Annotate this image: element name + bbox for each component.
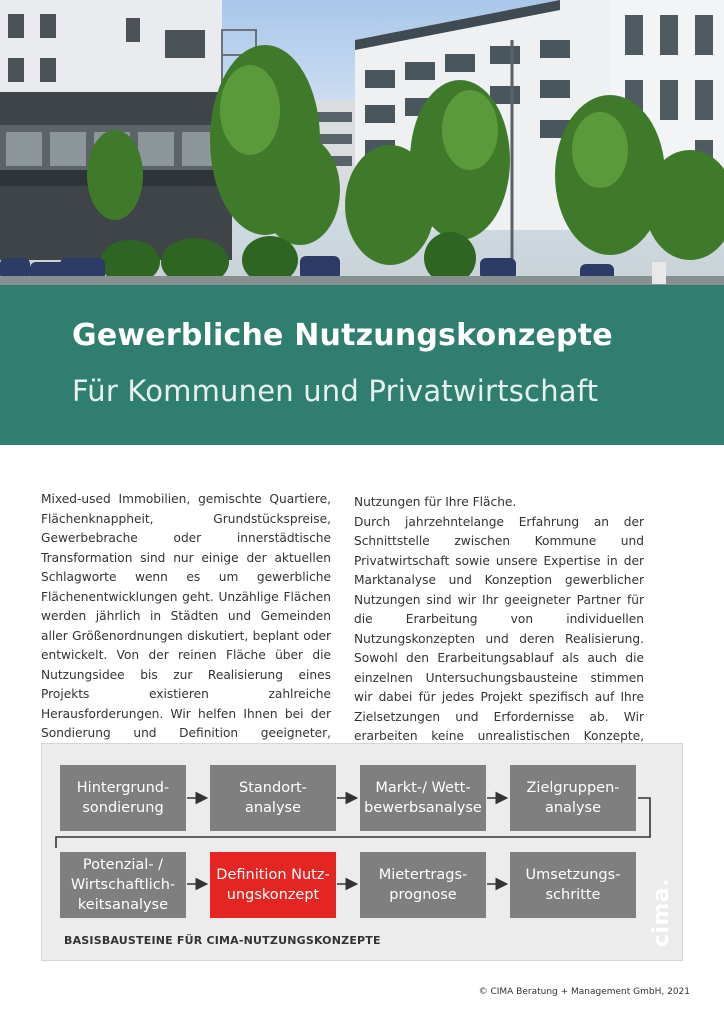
step-markt-wettbewerb: Markt-/ Wett- bewerbsanalyse bbox=[360, 765, 486, 831]
step-hintergrund: Hintergrund- sondierung bbox=[60, 765, 186, 831]
process-diagram bbox=[41, 743, 683, 961]
cima-logo bbox=[649, 877, 675, 947]
diagram-caption: BASISBAUSTEINE FÜR CIMA-NUTZUNGSKONZEPTE bbox=[64, 934, 381, 947]
step-umsetzung: Umsetzungs- schritte bbox=[510, 852, 636, 918]
building-photo-illustration bbox=[0, 0, 724, 285]
text-column-right bbox=[354, 493, 644, 786]
step-standort: Standort- analyse bbox=[210, 765, 336, 831]
body-paragraph: Mixed-used Immobilien, gemischte Quartiere, Flächenknappheit, Grundstückspreise, Gewerbebrache oder innerstädtische Transformation sind nur einige der aktuellen Schlagworte wenn es um gewerbliche Flächenentwicklungen geht. Unzählige Flächen werden jährlich in Städten und Gemeinden aller Größenordnungen diskutiert, beplant oder entwickelt. Von der reinen Fläche über die Nutzungsidee bis zur Realisierung eines Projekts existieren zahlreiche Herausforderungen. Wir helfen Ihnen bei der Sondierung und Definition geeigneter, bbox=[41, 492, 331, 740]
title-banner bbox=[0, 285, 724, 445]
step-zielgruppen: Zielgruppen- analyse bbox=[510, 765, 636, 831]
copyright-notice: © CIMA Beratung + Management GmbH, 2021 bbox=[478, 987, 690, 997]
page-title: Gewerbliche Nutzungskonzepte bbox=[72, 318, 613, 353]
body-paragraph: Nutzungen für Ihre Fläche. bbox=[354, 495, 517, 509]
body-paragraph: Durch jahrzehntelange Erfahrung an der Schnittstelle zwischen Kommune und Privatwirtschaft sowie unsere Expertise in der Marktanalyse und Konzeption gewerblicher Nutzungen sind wir Ihr geeigneter Partner für die Erarbeitung von individuellen Nutzungskonzepten und deren Realisierung. Sowohl den Erarbeitungsablauf als auch die einzelnen Untersuchungsbausteine stimmen wir dabei für jedes Projekt spezifisch auf Ihre Zielsetzungen und Erfordernisse ab. Wir erarbeiten keine unrealistischen Konzepte, bbox=[354, 514, 644, 743]
step-mietertrag: Mietertrags- prognose bbox=[360, 852, 486, 918]
text-column-left bbox=[41, 490, 331, 763]
header-photo bbox=[0, 0, 724, 285]
step-definition-highlighted: Definition Nutz- ungskonzept bbox=[210, 852, 336, 918]
page-subtitle: Für Kommunen und Privatwirtschaft bbox=[72, 374, 599, 408]
cima-logo-text: cima. bbox=[649, 877, 675, 947]
step-potenzial: Potenzial- / Wirtschaftlich- keitsanalyse bbox=[60, 852, 186, 918]
